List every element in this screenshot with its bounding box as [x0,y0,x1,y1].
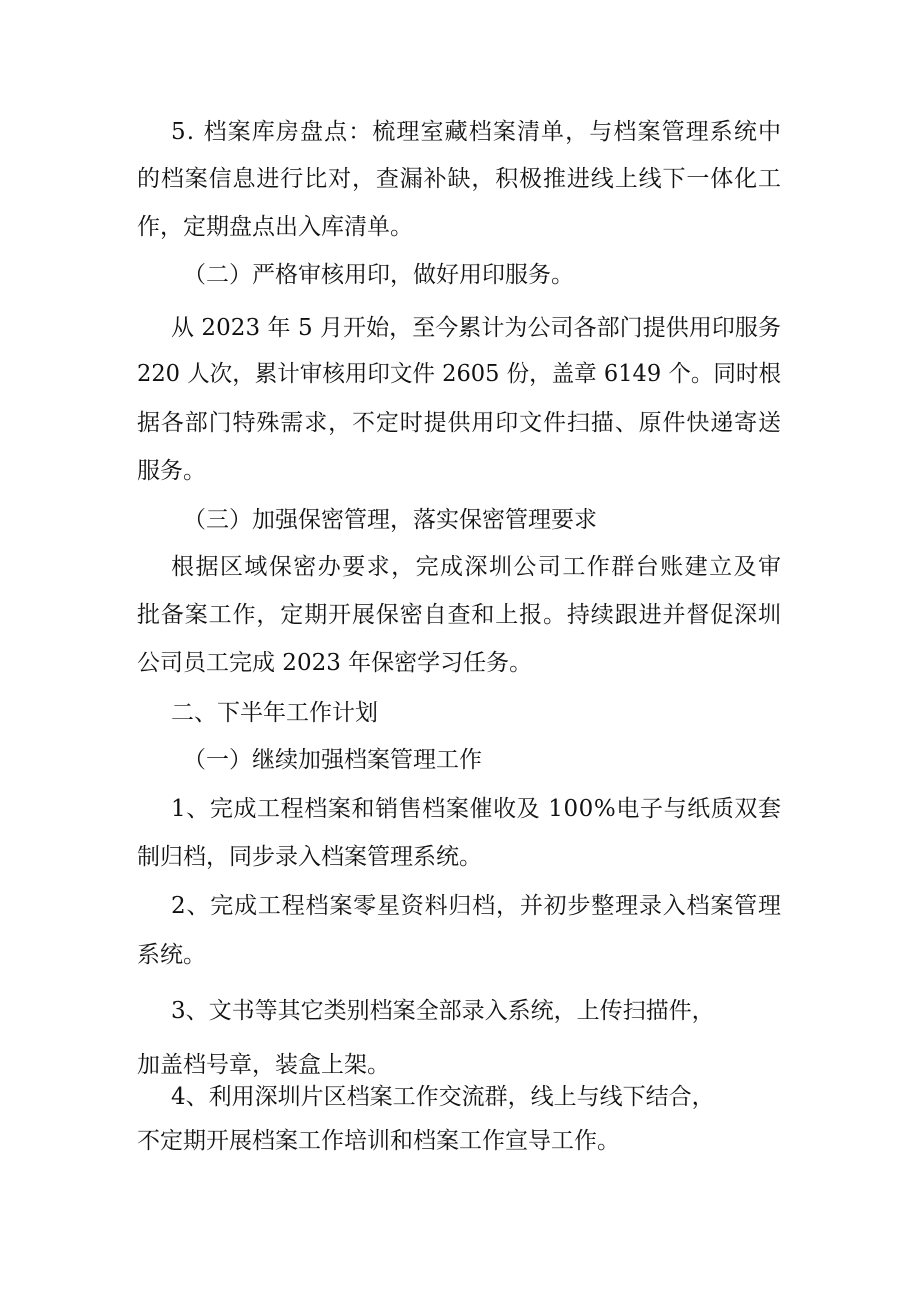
paragraph-line: 5. 档案库房盘点：梳理室藏档案清单，与档案管理系统中 [171,119,783,145]
paragraph-line: 作，定期盘点出入库清单。 [137,214,413,240]
paragraph-line: 的档案信息进行比对，查漏补缺，积极推进线上线下一体化工 [137,166,782,192]
chapter-heading: 二、下半年工作计划 [171,700,378,726]
paragraph-line: 制归档，同步录入档案管理系统。 [137,844,482,870]
paragraph-line: 公司员工完成 2023 年保密学习任务。 [137,650,533,676]
paragraph-line: 3、文书等其它类别档案全部录入系统，上传扫描件， [171,998,715,1024]
paragraph-line: 1、完成工程档案和销售档案催收及 100%电子与纸质双套 [171,796,782,822]
paragraph-line: 从 2023 年 5 月开始，至今累计为公司各部门提供用印服务 [171,315,782,341]
paragraph-line: 加盖档号章，装盒上架。 [137,1052,390,1078]
paragraph-line: 不定期开展档案工作培训和档案工作宣导工作。 [137,1128,620,1154]
section-heading: （二）严格审核用印，做好用印服务。 [183,262,574,288]
paragraph-line: 批备案工作，定期开展保密自查和上报。持续跟进并督促深圳 [137,602,782,628]
paragraph-line: 4、利用深圳片区档案工作交流群，线上与线下结合， [171,1084,715,1110]
paragraph-line: 根据区域保密办要求，完成深圳公司工作群台账建立及审 [171,554,783,580]
section-heading: （一）继续加强档案管理工作 [183,747,482,773]
paragraph-line: 据各部门特殊需求，不定时提供用印文件扫描、原件快递寄送 [137,410,782,436]
paragraph-line: 服务。 [137,458,206,484]
paragraph-line: 220 人次，累计审核用印文件 2605 份，盖章 6149 个。同时根 [137,361,781,387]
paragraph-line: 2、完成工程档案零星资料归档，并初步整理录入档案管理 [171,893,782,919]
section-heading: （三）加强保密管理，落实保密管理要求 [183,507,597,533]
paragraph-line: 系统。 [137,942,206,968]
